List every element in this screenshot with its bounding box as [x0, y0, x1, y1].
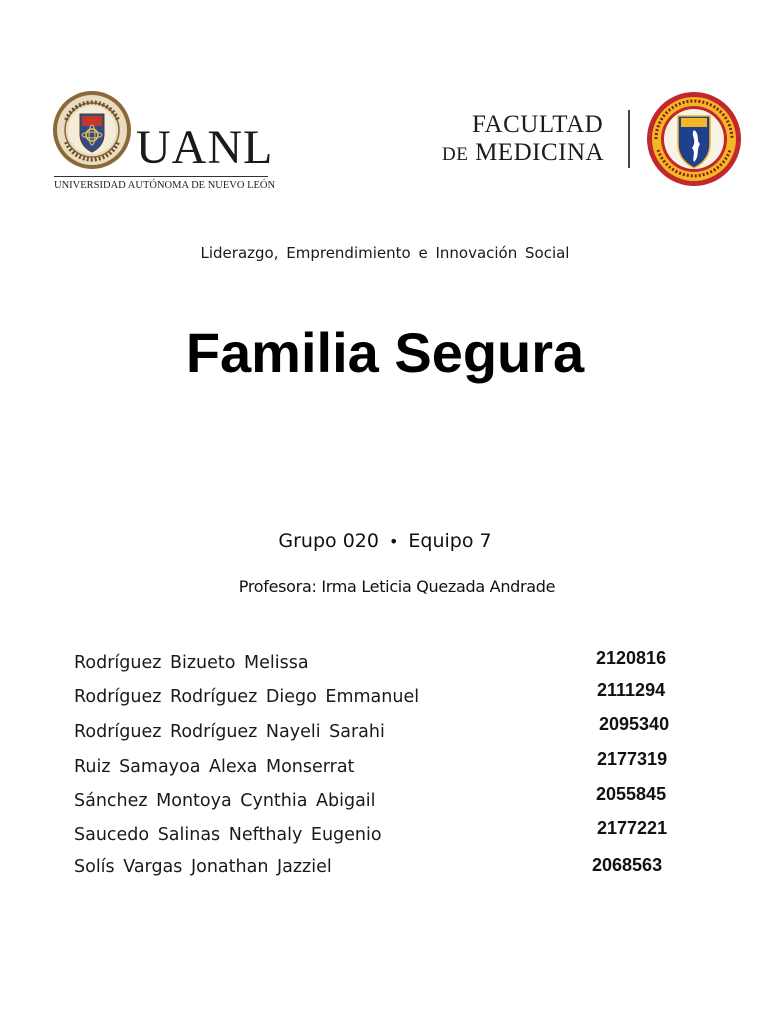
student-name: Rodríguez Rodríguez Diego Emmanuel	[74, 687, 420, 707]
student-name: Rodríguez Rodríguez Nayeli Sarahi	[74, 722, 385, 742]
student-id: 2111294	[597, 680, 666, 700]
student-id: 2068563	[592, 855, 663, 875]
document-title: Familia Segura	[185, 321, 585, 384]
student-id: 2055845	[596, 784, 667, 804]
student-name: Sánchez Montoya Cynthia Abigail	[74, 791, 376, 811]
student-name: Saucedo Salinas Nefthaly Eugenio	[74, 825, 382, 845]
student-id: 2120816	[596, 648, 667, 668]
medicina-line2-main: MEDICINA	[475, 139, 605, 166]
medicina-line1: FACULTAD	[472, 111, 604, 138]
group-label: Grupo 020	[278, 530, 379, 552]
separator-dot: •	[388, 532, 399, 551]
team-label: Equipo 7	[408, 530, 492, 552]
student-name: Solís Vargas Jonathan Jazziel	[74, 857, 332, 877]
course-name: Liderazgo, Emprendimiento e Innovación Social	[200, 244, 570, 262]
professor-line: Profesora: Irma Leticia Quezada Andrade	[238, 577, 556, 596]
student-id: 2177319	[597, 749, 668, 769]
student-id: 2177221	[597, 818, 668, 838]
student-id: 2095340	[599, 714, 670, 734]
student-name: Rodríguez Bizueto Melissa	[74, 653, 309, 673]
uanl-wordmark: UANL	[136, 121, 274, 174]
student-name: Ruiz Samayoa Alexa Monserrat	[74, 757, 355, 777]
medicina-line2-prefix: DE	[442, 144, 469, 165]
uanl-subtitle: UNIVERSIDAD AUTÓNOMA DE NUEVO LEÓN	[54, 180, 276, 191]
